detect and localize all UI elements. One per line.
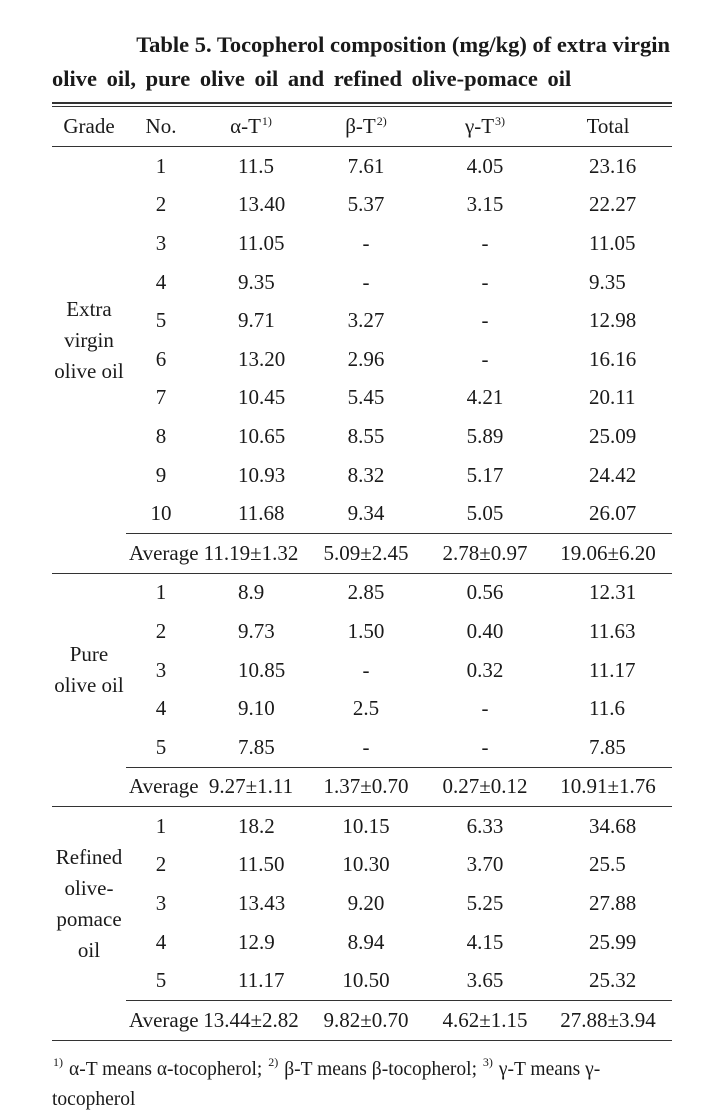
cell-alpha: 13.43 [238, 891, 286, 916]
cell-alpha: 18.2 [238, 813, 275, 838]
cell-total: 26.07 [589, 501, 637, 526]
cell-no: 3 [155, 657, 167, 682]
cell-total: 25.99 [589, 929, 637, 954]
cell-alpha: 10.85 [238, 657, 286, 682]
footnote-1-marker: 1) [53, 1054, 63, 1069]
cell-total: 20.11 [589, 385, 636, 410]
cell-no: 8 [155, 423, 167, 448]
cell-total: 25.09 [589, 423, 637, 448]
cell-beta: 9.20 [347, 891, 385, 916]
average-gamma: 4.62±1.15 [426, 1001, 544, 1041]
cell-beta: 1.50 [347, 618, 385, 643]
header-beta-label: β-T [345, 114, 376, 138]
cell-alpha: 13.20 [238, 346, 286, 371]
cell-total: 27.88 [589, 891, 637, 916]
cell-alpha: 10.93 [238, 462, 286, 487]
cell-beta: - [362, 657, 370, 682]
header-gamma-label: γ-T [464, 114, 495, 138]
cell-alpha: 9.35 [238, 269, 275, 294]
cell-total: 11.17 [589, 657, 636, 682]
header-alpha-label: α-T [230, 114, 261, 138]
cell-alpha: 10.65 [238, 423, 286, 448]
header-alpha-sup: 1) [261, 114, 272, 128]
table-row [52, 224, 672, 263]
average-gamma: 2.78±0.97 [426, 533, 544, 573]
footnote-3-text: γ-T means γ-tocopherol [52, 1058, 601, 1110]
cell-no: 9 [155, 462, 167, 487]
table-row [52, 612, 672, 651]
cell-gamma: - [481, 696, 489, 721]
cell-alpha: 9.10 [238, 696, 275, 721]
header-grade: Grade [52, 107, 126, 147]
grade-label: Refined olive-pomace oil [55, 844, 123, 962]
cell-beta: 10.30 [342, 852, 390, 877]
cell-no: 1 [155, 813, 167, 838]
cell-total: 11.05 [589, 230, 636, 255]
cell-gamma: - [481, 308, 489, 333]
table-document [52, 28, 672, 1115]
average-total: 19.06±6.20 [544, 533, 672, 573]
cell-no: 3 [155, 230, 167, 255]
cell-beta: 8.32 [347, 462, 385, 487]
table-row [52, 728, 672, 767]
average-spacer [52, 1001, 126, 1041]
average-spacer [52, 533, 126, 573]
cell-gamma: 4.05 [466, 153, 504, 178]
table-row [52, 651, 672, 690]
table-row [52, 263, 672, 302]
cell-gamma: - [481, 230, 489, 255]
cell-total: 9.35 [589, 269, 626, 294]
header-gamma-sup: 3) [495, 114, 506, 128]
average-total: 27.88±3.94 [544, 1001, 672, 1041]
cell-no: 2 [155, 192, 167, 217]
footnote-2-text: β-T means β-tocopherol; [284, 1058, 477, 1080]
table-row [52, 807, 672, 846]
cell-alpha: 11.5 [238, 153, 274, 178]
average-total: 10.91±1.76 [544, 767, 672, 807]
cell-gamma: 4.21 [466, 385, 504, 410]
average-label: Average [126, 533, 196, 573]
average-gamma: 0.27±0.12 [426, 767, 544, 807]
cell-total: 11.63 [589, 618, 636, 643]
table-row [52, 301, 672, 340]
cell-gamma: 4.15 [466, 929, 504, 954]
average-alpha: 11.19±1.32 [196, 533, 306, 573]
cell-no: 5 [155, 968, 167, 993]
average-beta: 1.37±0.70 [306, 767, 426, 807]
footnote-1-text: α-T means α-tocopherol; [69, 1058, 263, 1080]
average-label: Average [126, 1001, 196, 1041]
cell-no: 1 [155, 153, 167, 178]
cell-no: 1 [155, 580, 167, 605]
cell-beta: - [362, 230, 370, 255]
cell-gamma: - [481, 269, 489, 294]
cell-no: 5 [155, 734, 167, 759]
caption-line-2: olive oil, pure olive oil and refined olive-pomace oil [52, 66, 572, 91]
caption-line-1: Table 5. Tocopherol composition (mg/kg) of extra virgin [136, 32, 670, 57]
average-row [52, 1001, 672, 1041]
cell-beta: 2.5 [352, 696, 380, 721]
header-alpha [196, 107, 306, 147]
cell-beta: - [362, 269, 370, 294]
average-beta: 5.09±2.45 [306, 533, 426, 573]
table-row [52, 379, 672, 418]
cell-gamma: 5.25 [466, 891, 504, 916]
cell-alpha: 8.9 [238, 580, 265, 605]
footnote [52, 1047, 672, 1115]
cell-alpha: 7.85 [238, 734, 275, 759]
cell-gamma: 3.70 [466, 852, 504, 877]
cell-alpha: 11.17 [238, 968, 285, 993]
table-row [52, 340, 672, 379]
table-row [52, 923, 672, 962]
average-row [52, 767, 672, 807]
table-row [52, 689, 672, 728]
header-gamma [426, 107, 544, 147]
cell-total: 12.31 [589, 580, 637, 605]
cell-alpha: 9.73 [238, 618, 275, 643]
cell-alpha: 10.45 [238, 385, 286, 410]
table-caption [52, 28, 672, 96]
header-total: Total [544, 107, 672, 147]
cell-beta: 5.45 [347, 385, 385, 410]
cell-total: 12.98 [589, 308, 637, 333]
cell-no: 7 [155, 385, 167, 410]
cell-alpha: 11.05 [238, 230, 285, 255]
cell-gamma: 0.32 [466, 657, 504, 682]
cell-total: 7.85 [589, 734, 626, 759]
footnote-3-marker: 3) [482, 1054, 493, 1069]
table-row [52, 147, 672, 186]
cell-no: 5 [155, 308, 167, 333]
cell-no: 4 [155, 929, 167, 954]
header-no: No. [126, 107, 196, 147]
cell-alpha: 11.68 [238, 501, 285, 526]
cell-no: 10 [150, 501, 172, 526]
average-row [52, 533, 672, 573]
cell-gamma: 5.17 [466, 462, 504, 487]
cell-no: 2 [155, 618, 167, 643]
cell-gamma: 0.40 [466, 618, 504, 643]
cell-gamma: 0.56 [466, 580, 504, 605]
cell-total: 11.6 [589, 696, 625, 721]
cell-gamma: 6.33 [466, 813, 504, 838]
cell-beta: 10.15 [342, 813, 390, 838]
cell-beta: 3.27 [347, 308, 385, 333]
header-beta-sup: 2) [376, 114, 387, 128]
grade-label: Pure olive oil [54, 642, 124, 698]
table-row [52, 961, 672, 1000]
cell-total: 23.16 [589, 153, 637, 178]
average-label: Average [126, 767, 196, 807]
cell-total: 25.5 [589, 852, 626, 877]
tocopherol-table [52, 107, 672, 1041]
cell-total: 22.27 [589, 192, 637, 217]
table-row [52, 573, 672, 612]
header-row [52, 107, 672, 147]
cell-beta: 2.96 [347, 346, 385, 371]
table-row [52, 884, 672, 923]
cell-total: 25.32 [589, 968, 637, 993]
cell-total: 24.42 [589, 462, 637, 487]
cell-alpha: 13.40 [238, 192, 286, 217]
cell-total: 34.68 [589, 813, 637, 838]
cell-beta: 9.34 [347, 501, 385, 526]
footnote-2-marker: 2) [268, 1054, 279, 1069]
cell-no: 6 [155, 346, 167, 371]
cell-gamma: 5.05 [466, 501, 504, 526]
grade-label: Extra virgin olive oil [54, 296, 124, 383]
cell-alpha: 9.71 [238, 308, 275, 333]
cell-beta: 8.94 [347, 929, 385, 954]
cell-gamma: 5.89 [466, 423, 504, 448]
cell-beta: 10.50 [342, 968, 390, 993]
cell-alpha: 11.50 [238, 852, 285, 877]
cell-beta: 2.85 [347, 580, 385, 605]
table-row [52, 417, 672, 456]
cell-no: 4 [155, 696, 167, 721]
cell-beta: 5.37 [347, 192, 385, 217]
cell-gamma: 3.15 [466, 192, 504, 217]
cell-gamma: 3.65 [466, 968, 504, 993]
cell-gamma: - [481, 734, 489, 759]
cell-no: 4 [155, 269, 167, 294]
cell-gamma: - [481, 346, 489, 371]
table-body [52, 147, 672, 1041]
cell-beta: 7.61 [347, 153, 385, 178]
table-row [52, 494, 672, 533]
table-row [52, 186, 672, 225]
average-beta: 9.82±0.70 [306, 1001, 426, 1041]
cell-beta: 8.55 [347, 423, 385, 448]
cell-beta: - [362, 734, 370, 759]
cell-no: 3 [155, 891, 167, 916]
table-row [52, 456, 672, 495]
table-row [52, 846, 672, 885]
average-alpha: 9.27±1.11 [196, 767, 306, 807]
cell-alpha: 12.9 [238, 929, 275, 954]
header-beta [306, 107, 426, 147]
cell-total: 16.16 [589, 346, 637, 371]
average-spacer [52, 767, 126, 807]
cell-no: 2 [155, 852, 167, 877]
average-alpha: 13.44±2.82 [196, 1001, 306, 1041]
